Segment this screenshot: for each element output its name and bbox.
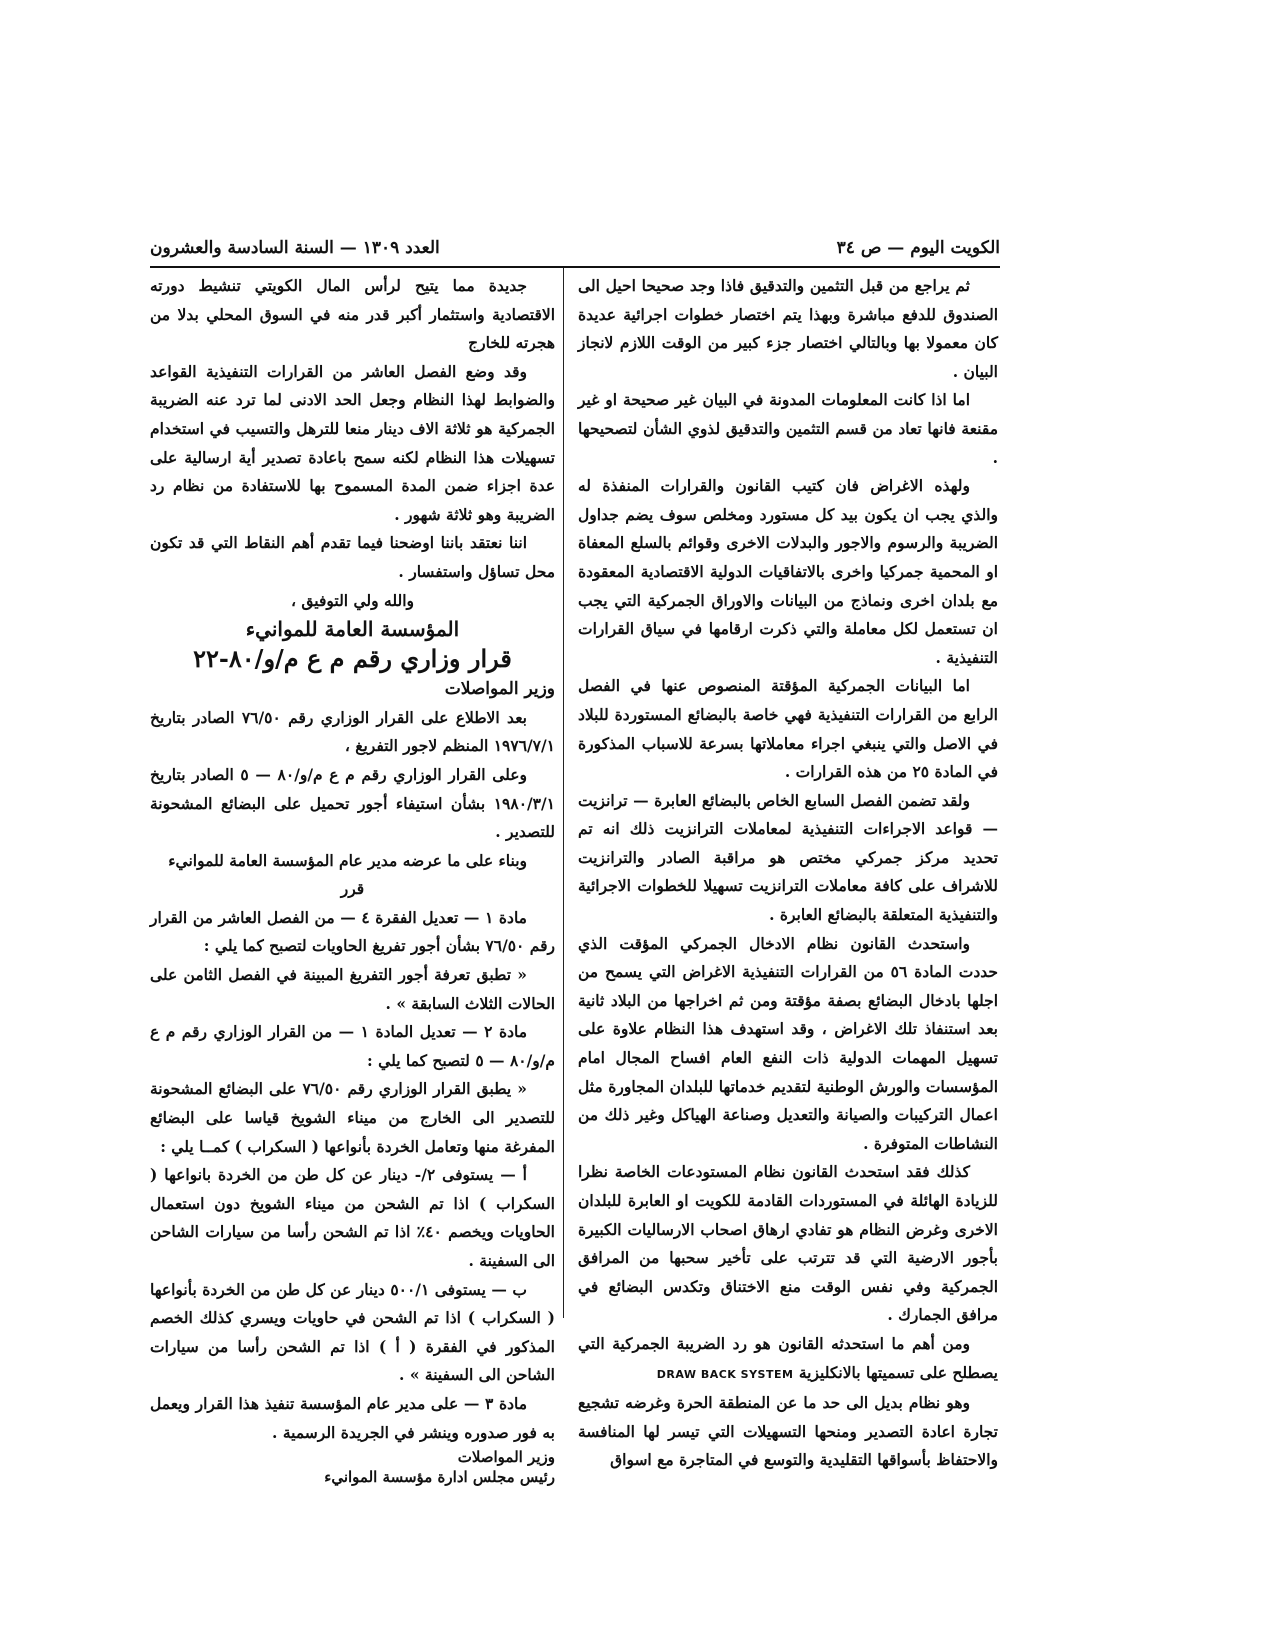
- article: أ — يستوفى ٢/- دينار عن كل طن من الخردة بانواعها ( السكراب ) اذا تم الشحن من ميناء الشويخ دون استعمال الحاويات ويخصم ٤٠٪ اذا تم الشحن رأسا من سيارات الشاحن الى السفينة .: [150, 1165, 555, 1270]
- minister-heading: وزير المواصلات: [444, 679, 555, 700]
- signature-minister: وزير المواصلات: [457, 1448, 555, 1467]
- paragraph: ولهذه الاغراض فان كتيب القانون والقرارات المنفذة له والذي يجب ان يكون بيد كل مستورد ومخلص سوف يضم جداول الضريبة والرسوم والاجور والبدلات الاخرى وقوائم بالسلع المعفاة او المحمية جمركيا واخرى بالاتفاقيات الدولية الاقتصادية المعقودة مع بلدان اخرى ونماذج من البيانات والاوراق الجمركية التي يجب ان تستعمل لكل معاملة والتي ذكرت ارقامها في سياق القرارات التنفيذية .: [578, 476, 998, 667]
- paragraph: جديدة مما يتيح لرأس المال الكويتي تنشيط دورته الاقتصادية واستثمار أكبر قدر منه في السوق المحلي بدلا من هجرته للخارج: [150, 276, 555, 353]
- preamble-item: وبناء على ما عرضه مدير عام المؤسسة العامة للموانيء: [168, 850, 527, 870]
- paragraph: اما البيانات الجمركية المؤقتة المنصوص عنها في الفصل الرابع من القرارات التنفيذية فهي خاصة بالبضائع المستوردة للبلاد في الاصل والتي ينبغي اجراء معاملاتها بسرعة للاسباب المذكورة في المادة ٢٥ من هذه القرارات .: [578, 676, 998, 782]
- paragraph: وهو نظام بديل الى حد ما عن المنطقة الحرة وغرضه تشجيع تجارة اعادة التصدير ومنحها التسهيلات التي تيسر لها المنافسة والاحتفاظ بأسواقها التقليدية والتوسع في المتاجرة مع اسواق: [578, 1393, 998, 1470]
- paragraph: اما اذا كانت المعلومات المدونة في البيان غير صحيحة او غير مقنعة فانها تعاد من قسم التثمين والتدقيق لذوي الشأن لتصحيحها .: [578, 390, 998, 467]
- preamble-item: وعلى القرار الوزاري رقم م ع م/و/٨٠ — ٥ الصادر بتاريخ ١٩٨٠/٣/١ بشأن استيفاء أجور تحميل على البضائع المشحونة للتصدير .: [150, 764, 555, 842]
- drawback-label: DRAW BACK SYSTEM: [656, 1367, 794, 1381]
- header-publication-page: الكويت اليوم — ص ٣٤: [836, 238, 1000, 258]
- signature-board-chairman: رئيس مجلس ادارة مؤسسة الموانيء: [324, 1468, 555, 1487]
- column-divider: [563, 268, 564, 1318]
- paragraph: واستحدث القانون نظام الادخال الجمركي المؤقت الذي حددت المادة ٥٦ من القرارات التنفيذية الاغراض التي يسمح من اجلها بادخال البضائع بصفة مؤقتة ومن ثم اخراجها من البلاد ثانية بعد استنفاذ تلك الاغراض ، وقد استهدف هذا النظام علاوة على تسهيل المهمات الدولية ذات النفع العام افساح المجال امام المؤسسات والورش الوطنية لتقديم خدماتها للبلدان المجاورة مثل اعمال التركيبات والصيانة والتعديل وصناعة الهياكل وغير ذلك من النشاطات المتوفرة .: [578, 933, 998, 1153]
- article: مادة ٢ — تعديل المادة ١ — من القرار الوزاري رقم م ع م/و/٨٠ — ٥ لتصبح كما يلي :: [150, 1022, 555, 1070]
- decree-title: قرار وزاري رقم م ع م/و/٨٠-٢٢: [193, 644, 512, 674]
- paragraph: اننا نعتقد باننا اوضحنا فيما تقدم أهم النقاط التي قد تكون محل تساؤل واستفسار .: [150, 533, 555, 581]
- paragraph: ثم يراجع من قبل التثمين والتدقيق فاذا وجد صحيحا احيل الى الصندوق للدفع مباشرة وبهذا يتم اختصار خطوات اجرائية عديدة كان معمولا بها وبالتالي اختصار جزء كبير من الوقت اللازم لانجاز البيان .: [578, 276, 998, 381]
- paragraph: كذلك فقد استحدث القانون نظام المستودعات الخاصة نظرا للزيادة الهائلة في المستوردات القادمة للكويت او العابرة للبلدان الاخرى وغرض النظام هو تفادي ارهاق اصحاب الارساليات الكبيرة بأجور الارضية التي قد تترتب على تأخير سحبها من المرافق الجمركية وفي نفس الوقت منع الاختناق وتكدس البضائع في مرافق الجمارك .: [578, 1162, 998, 1325]
- preamble-item: بعد الاطلاع على القرار الوزاري رقم ٧٦/٥٠ الصادر بتاريخ ١٩٧٦/٧/١ المنظم لاجور التفريغ ،: [150, 707, 555, 756]
- drawback-intro: ومن أهم ما استحدثه القانون هو رد الضريبة الجمركية التي يصطلح على تسميتها بالانكليزية: [578, 1333, 998, 1382]
- header-issue-year: العدد ١٣٠٩ — السنة السادسة والعشرون: [150, 238, 440, 258]
- paragraph: وقد وضع الفصل العاشر من القرارات التنفيذية القواعد والضوابط لهذا النظام وجعل الحد الادنى لما ترد عنه الضريبة الجمركية هو ثلاثة الاف دينار منعا للترهل والتسيب في استخدام تسهيلات هذا النظام لكنه سمح باعادة تصدير أية ارسالية على عدة اجزاء ضمن المدة المسموح بها للاستفادة من نظام رد الضريبة وهو ثلاثة شهور .: [150, 361, 555, 524]
- article: « تطبق تعرفة أجور التفريغ المبينة في الفصل الثامن على الحالات الثلاث السابقة » .: [150, 965, 555, 1013]
- organization-title: المؤسسة العامة للموانيء: [245, 617, 460, 642]
- left-column: [150, 272, 555, 1487]
- page-header: [150, 238, 1000, 264]
- article: ب — يستوفى ٥٠٠/١ دينار عن كل طن من الخردة بأنواعها ( السكراب ) اذا تم الشحن في حاويات ويسري كذلك الخصم المذكور في الفقرة ( أ ) اذا تم الشحن رأسا من سيارات الشاحن الى السفينة » .: [150, 1279, 555, 1385]
- right-column: [578, 272, 998, 1475]
- paragraph: ولقد تضمن الفصل السابع الخاص بالبضائع العابرة — ترانزيت — قواعد الاجراءات التنفيذية لمعاملات الترانزيت ذلك انه تم تحديد مركز جمركي مختص هو مراقبة الصادر والترانزيت للاشراف على كافة معاملات الترانزيت تسهيلا للخطوات الاجرائية والتنفيذية المتعلقة بالبضائع العابرة .: [578, 790, 998, 925]
- decides-heading: قرر: [340, 879, 365, 899]
- paragraph-drawback: [578, 1330, 998, 1389]
- header-rule: [150, 266, 1000, 268]
- article: مادة ١ — تعديل الفقرة ٤ — من الفصل العاشر من القرار رقم ٧٦/٥٠ بشأن أجور تفريغ الحاويات لتصبح كما يلي :: [150, 907, 555, 956]
- article: مادة ٣ — على مدير عام المؤسسة تنفيذ هذا القرار ويعمل به فور صدوره وينشر في الجريدة الرسمية .: [150, 1393, 555, 1442]
- article: « يطبق القرار الوزاري رقم ٧٦/٥٠ على البضائع المشحونة للتصدير الى الخارج من ميناء الشويخ قياسا على البضائع المفرغة منها وتعامل الخردة بأنواعها ( السكراب ) كمــا يلي :: [150, 1079, 555, 1156]
- closing-line: والله ولي التوفيق ،: [290, 590, 414, 610]
